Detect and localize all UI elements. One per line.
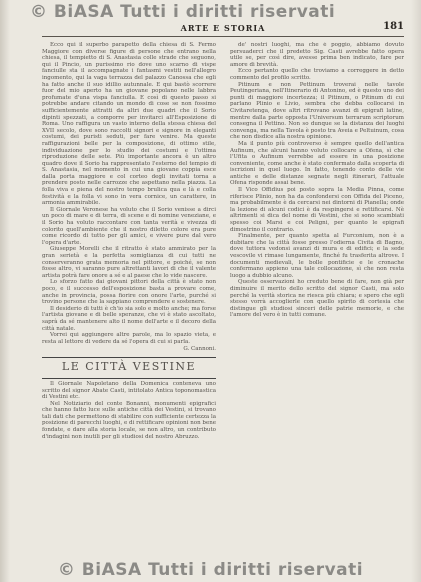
page-header [42, 22, 404, 37]
running-title: ARTE E STORIA [180, 23, 266, 33]
scan-edge-shadow-left [0, 0, 10, 582]
paragraph: Giuseppe Morelli che il ritratto è stato ammirato per la gran serietà e la perfetta somiglianza di cui tutti ne conserveranno grata memoria nel pittore, e poiché, se non fosse altro, vi saranno pure altrettanti lavori di che il valente artista potrà fare onore a sé e al paese che lo vide nascere. [42, 246, 216, 279]
paragraph: Ma il punto più controverso è sempre quello dell'antica Aufinum, che alcuni hanno voluto collocare a Ofena, sì che l'Ufita o Aufinum verrebbe ad essere in una posizione conveniente, come anche è stato confermato dalla scoperta di iscrizioni in quel luogo. In fatto, tenendo conto delle vie antiche e delle distanze segnate negli itinerari, l'attuale Ofena risponde assai bene. [230, 140, 404, 187]
scan-edge-shadow-right [411, 0, 421, 582]
paragraph: Queste osservazioni ho creduto bene di fare, non già per diminuire il merito dello scritto del signor Casti, ma solo perché la verità storica ne riesca più chiara; e spero che egli stesso vorrà accoglierle con quello spirito di cortesia che distingue gli studiosi sinceri delle patrie memorie, e che l'amore del vero è in tutti comune. [230, 279, 404, 319]
watermark-bottom: © BiASA Tutti i diritti riservati [57, 560, 364, 580]
paragraph: Pitinum e non Pettinum troverai nelle tavole Peutingeriana, nell'Itinerario di Antonino, ed è questo uno dei punti di maggiore incertezza; il Pitinum, o Pitinum di cui parlano Plinio e Livio, sembra che debba collocarsi in Civitaretenga, dove altri ritrovano avanzi di epigrafi latine, mentre dalla parte opposta l'Universum terrarum scriptorum consegna il Pettino. Non so dunque se la distanza dei luoghi convenga, ma nella Tavola è posto tra Aveia e Peltuinum, cosa che non disdice alla nostra opinione. [230, 81, 404, 141]
paragraph: Ecco qui il superbo parapetto della chiesa di S. Fermo Maggiore con diverse figure di persone che entrano nella chiesa, il tempietto di S. Anastasia colle strade che seguono, qui il Pincio, un purissimo rio dove uno scarno di vispe fanciulle sta il accompagnate i fantasmi vestiti nell'allegro ingomento, qui la vaga terrazza del palazzo Canossa che egli ha fatto anche il suo idillio autunnale. E qui bastò scorrere fuor del mio aperto ha un giovane popolano nelle labbra profumate d'una vispa fanciulla. E così di questo passo si potrebbe andare citando un mondo di cose se non fossimo sufficientemente attratti da altri due quadri che il Sorio dipinti spezzati, a comporre per invitarci all'Esposizione di Roma. Uno raffigura un vasto interno della stessa chiesa del XVII secolo, dove sono raccolti signori e signore in eleganti costumi, dei puristi seduti, per fare venire. Ma queste raffigurazioni belle per la composizione, di ottimo stile, individuazione per lo studio dei costumi e l'ottima riproduzione delle sete. Più importante ancora è un altro quadro dove il Sorio ha rappresentato l'esterno del tempio di S. Anastasia, nel momento in cui una giovane coppia esce dalla porta maggiore e col corteo degli invitati torna a prendere posto nelle carrozze che aspettano nella piazza. La folla viva e piena del nostro tempo brulica qua e là e colla festività e la folla vi sono in vera cornice, un carattere, in armonia ammirabile. [42, 42, 216, 207]
page-number: 181 [383, 21, 404, 32]
paragraph: Il Giornale Veronese ha voluto che il Sorio venisse a dirci un poco di mare e di terra, di scene e di nomine veneziane, e il Sorio ha voluto raccontare con tanta verità e vivezza di colorito quell'ambiente che il nostro diletto colore era pure come ricordo di tutto per gli amici, e vivere pure dal vero l'opera d'arte. [42, 206, 216, 246]
section-divider [42, 357, 216, 358]
section-title: LE CITTÀ VESTINE [61, 359, 197, 373]
watermark-top: © BiASA Tutti i diritti riservati [30, 2, 336, 22]
paragraph: Nel Notiziario del conte Bonanni, monumenti epigrafici che hanno fatto luce sulle antiche città dei Vestini, si trovano tali dati che permettono di stabilire con sufficiente certezza la posizione di parecchi luoghi, e di rettificare opinioni non bene fondate, e dare alla storia locale, se non altro, un contributo d'indagini non inutili per gli studiosi del nostro Abruzzo. [42, 400, 216, 440]
article-signature: G. Cannoni. [183, 346, 216, 353]
paragraph: Il Giornale Napoletano della Domenica conteneva uno scritto del signor Abate Casti, intitolato Antica toponomastica di Vestini etc. [42, 380, 216, 401]
paragraph: Il Vico Offidius poi posto sopra la Media Pinna, come riferisce Plinio, non ha da confondersi con Offida del Piceno, ma probabilmente è da cercarsi nei dintorni di Pianella; onde la lezione di alcuni codici è da respingersi e rettificarsi. Nè altrimenti si dica del nome di Vestini, che si sono scambiati spesso coi Marsi e coi Peligni, per quanto le epigrafi dimostrino il contrario. [230, 187, 404, 233]
paragraph: Ecco pertanto quello che troviamo a correggere in detto commento del profilo scritto. [230, 68, 404, 81]
paragraph: Lo sforzo fatto dai giovani pittori della città è stato non poco, e il successo dell'esposizione basta a provare come, anche in provincia, possa fiorire con onore l'arte, purché si trovino persone che la sappiano comprendere e sostenere. [42, 279, 216, 306]
right-column [230, 42, 404, 562]
section-divider [42, 378, 216, 379]
paragraph: Vorrei qui aggiungere altre parole, ma lo spazio vieta, e resta al lettore di vedere da sé l'opera di cui si parla. [42, 332, 216, 345]
paragraph: Il desiderio di tutti è ch'io sia solo e molto anche; ma forse l'artista giovane e di belle speranze, che vi è stato ascoltato, saprà da sé mantenere alto il nome dell'arte e il decoro della città natale. [42, 305, 216, 332]
paragraph: de' nostri luoghi, ma che è poggio, abbiamo dovuto persuaderci che il predetto Sig. Casti avrebbe fatto opera utile se, per così dire, avesse prima ben indicato, fare per amore di brevità. [230, 42, 404, 68]
left-column [42, 42, 216, 562]
paragraph: Finalmente, per quanto spetta al Furconium, non è a dubitare che la città fosse presso l'odierna Civita di Bagno, dove tuttora vedonsi avanzi di mura e di edifici; e la sede vescovile vi rimase lungamente, finché fu trasferita altrove. I documenti medievali, le bolle pontificie e le cronache confermano appieno una tale collocazione, sì che non resta luogo a dubbio alcuno. [230, 233, 404, 279]
